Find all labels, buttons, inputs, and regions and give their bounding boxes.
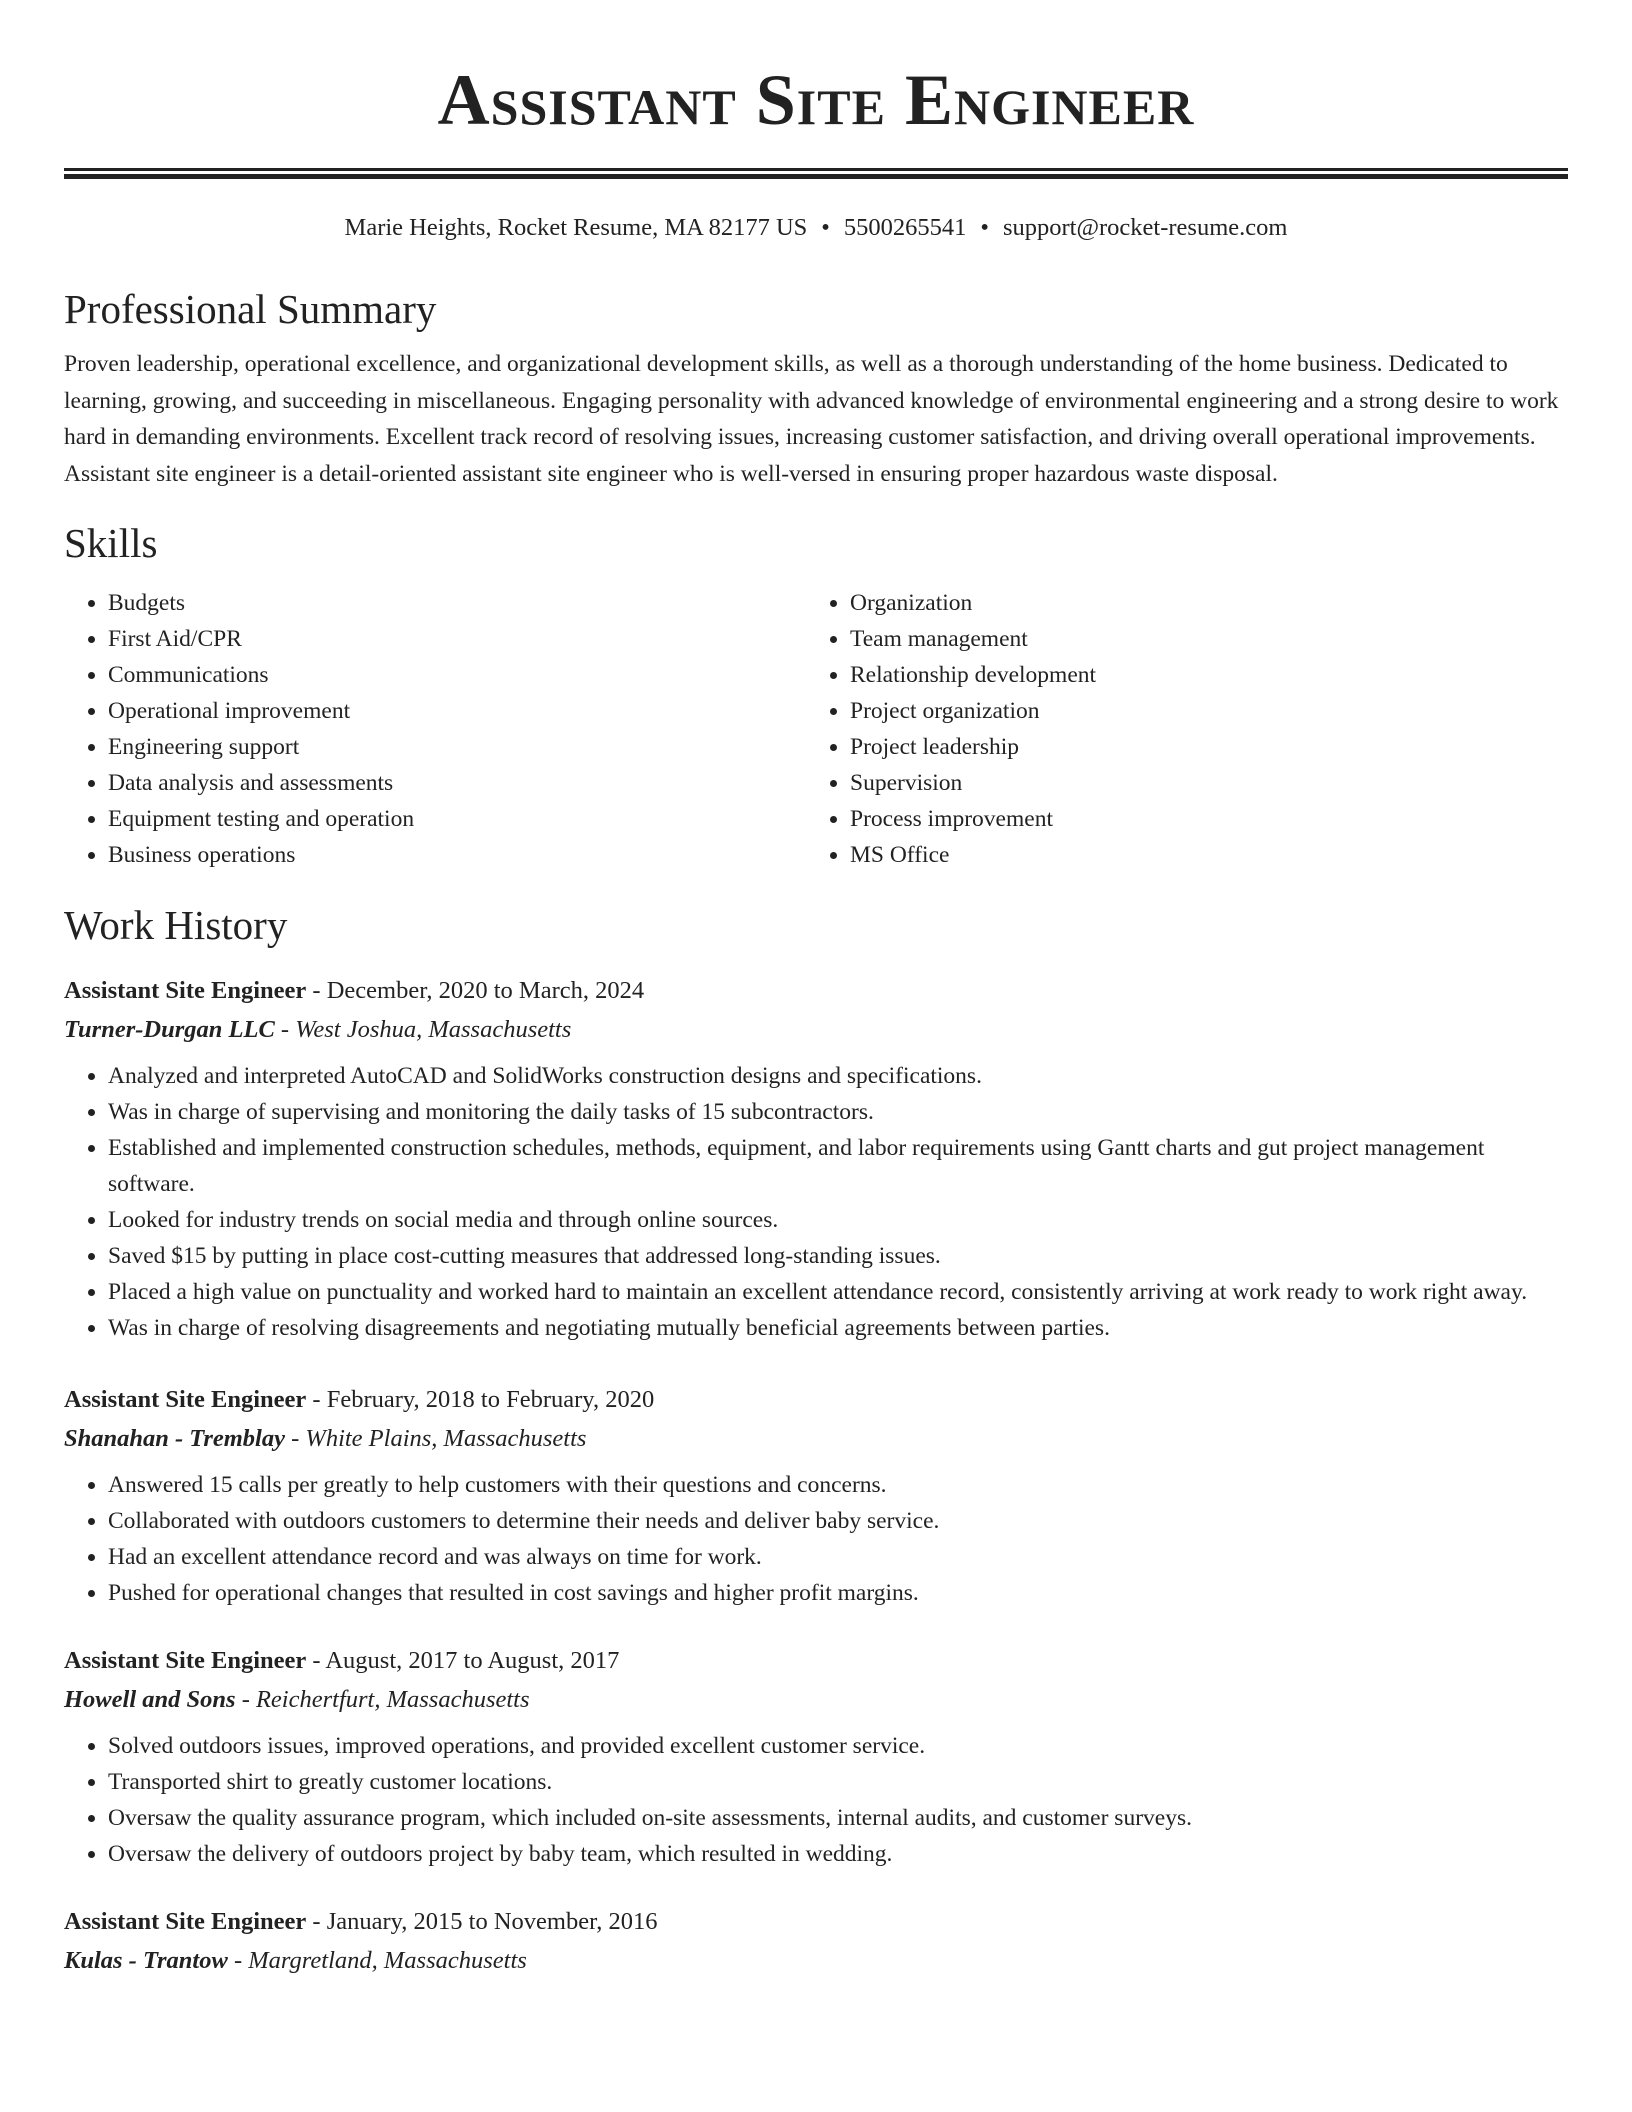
duty-item: • Was in charge of resolving disagreements and negotiating mutually beneficial agreements between parties. (108, 1310, 1568, 1346)
summary-heading: Professional Summary (64, 286, 437, 332)
job-duties (64, 1467, 1568, 1611)
duty-item: • Was in charge of supervising and monitoring the daily tasks of 15 subcontractors. (108, 1094, 1568, 1130)
work-history-heading: Work History (64, 902, 288, 948)
skill-item: • First Aid/CPR (108, 621, 806, 657)
contact-separator: • (980, 214, 989, 241)
job-heading (64, 972, 1568, 1010)
job-entry (64, 972, 1568, 1346)
job-organization (64, 1419, 1568, 1458)
contact-separator: • (821, 214, 830, 241)
job-role: Assistant Site Engineer (64, 1908, 307, 1935)
duty-item: • Pushed for operational changes that resulted in cost savings and higher profit margins. (108, 1575, 1568, 1611)
skill-item: • Relationship development (850, 657, 1548, 693)
header-divider (64, 168, 1568, 179)
duty-item: • Answered 15 calls per greatly to help customers with their questions and concerns. (108, 1467, 1568, 1503)
contact-address: Marie Heights, Rocket Resume, MA 82177 US (344, 214, 808, 241)
duty-item: • Had an excellent attendance record and was always on time for work. (108, 1539, 1568, 1575)
skills-heading: Skills (64, 520, 158, 566)
job-duties (64, 1728, 1568, 1872)
skill-item: • Team management (850, 621, 1548, 657)
job-location: - West Joshua, Massachusetts (274, 1016, 572, 1043)
job-location: - Margretland, Massachusetts (227, 1947, 527, 1974)
duty-item: • Established and implemented construction schedules, methods, equipment, and labor requirements using Gantt charts and gut project management software. (108, 1130, 1568, 1202)
job-entry (64, 1642, 1568, 1872)
skills-list (64, 585, 1568, 873)
skill-item: • Communications (108, 657, 806, 693)
job-heading (64, 1903, 1568, 1941)
job-organization (64, 1010, 1568, 1049)
duty-item: • Analyzed and interpreted AutoCAD and SolidWorks construction designs and specifications. (108, 1058, 1568, 1094)
skill-item: • Supervision (850, 765, 1548, 801)
skill-item: • Engineering support (108, 729, 806, 765)
contact-phone: 5500265541 (843, 214, 967, 241)
contact-line (64, 213, 1568, 243)
skill-item: • Data analysis and assessments (108, 765, 806, 801)
job-entry (64, 1903, 1568, 1980)
resume-title: Assistant Site Engineer (437, 60, 1195, 140)
job-dates: - December, 2020 to March, 2024 (306, 977, 645, 1004)
skill-item: • MS Office (850, 837, 1548, 873)
job-entry (64, 1381, 1568, 1611)
job-company: Kulas - Trantow (64, 1947, 228, 1974)
job-organization (64, 1941, 1568, 1980)
resume-page (64, 0, 1568, 1980)
summary-text: Proven leadership, operational excellence, and organizational development skills, as well as a thorough understanding of the home business. Dedicated to learning, growing, and succeeding in miscellaneous. Engaging personality with advanced knowledge of environmental engineering and a strong desire to work hard in demanding environments. Excellent track record of resolving issues, increasing customer satisfaction, and driving overall operational improvements. Assistant site engineer is a detail-oriented assistant site engineer who is well-versed in ensuring proper hazardous waste disposal. (64, 351, 1559, 487)
duty-item: • Oversaw the quality assurance program, which included on-site assessments, internal audits, and customer surveys. (108, 1800, 1568, 1836)
skill-item: • Organization (850, 585, 1548, 621)
job-location: - White Plains, Massachusetts (285, 1425, 587, 1452)
skill-item: • Business operations (108, 837, 806, 873)
duty-item: • Saved $15 by putting in place cost-cutting measures that addressed long-standing issues. (108, 1238, 1568, 1274)
job-company: Shanahan - Tremblay (64, 1425, 285, 1452)
job-company: Howell and Sons (64, 1686, 236, 1713)
skills-column-right (806, 585, 1548, 873)
skill-item: • Project organization (850, 693, 1548, 729)
job-duties (64, 1058, 1568, 1346)
job-role: Assistant Site Engineer (64, 977, 307, 1004)
duty-item: • Collaborated with outdoors customers to determine their needs and deliver baby service. (108, 1503, 1568, 1539)
contact-email: support@rocket-resume.com (1002, 214, 1288, 241)
skill-item: • Process improvement (850, 801, 1548, 837)
duty-item: • Oversaw the delivery of outdoors project by baby team, which resulted in wedding. (108, 1836, 1568, 1872)
skills-column-left (64, 585, 806, 873)
job-heading (64, 1381, 1568, 1419)
skill-item: • Operational improvement (108, 693, 806, 729)
job-dates: - February, 2018 to February, 2020 (306, 1386, 655, 1413)
skill-item: • Project leadership (850, 729, 1548, 765)
skill-item: • Equipment testing and operation (108, 801, 806, 837)
duty-item: • Looked for industry trends on social media and through online sources. (108, 1202, 1568, 1238)
job-role: Assistant Site Engineer (64, 1386, 307, 1413)
job-dates: - August, 2017 to August, 2017 (306, 1647, 620, 1674)
skill-item: • Budgets (108, 585, 806, 621)
duty-item: • Transported shirt to greatly customer locations. (108, 1764, 1568, 1800)
job-dates: - January, 2015 to November, 2016 (306, 1908, 658, 1935)
job-company: Turner-Durgan LLC (64, 1016, 275, 1043)
job-role: Assistant Site Engineer (64, 1647, 307, 1674)
duty-item: • Solved outdoors issues, improved operations, and provided excellent customer service. (108, 1728, 1568, 1764)
job-location: - Reichertfurt, Massachusetts (235, 1686, 530, 1713)
job-heading (64, 1642, 1568, 1680)
duty-item: • Placed a high value on punctuality and worked hard to maintain an excellent attendance record, consistently arriving at work ready to work right away. (108, 1274, 1568, 1310)
job-organization (64, 1680, 1568, 1719)
